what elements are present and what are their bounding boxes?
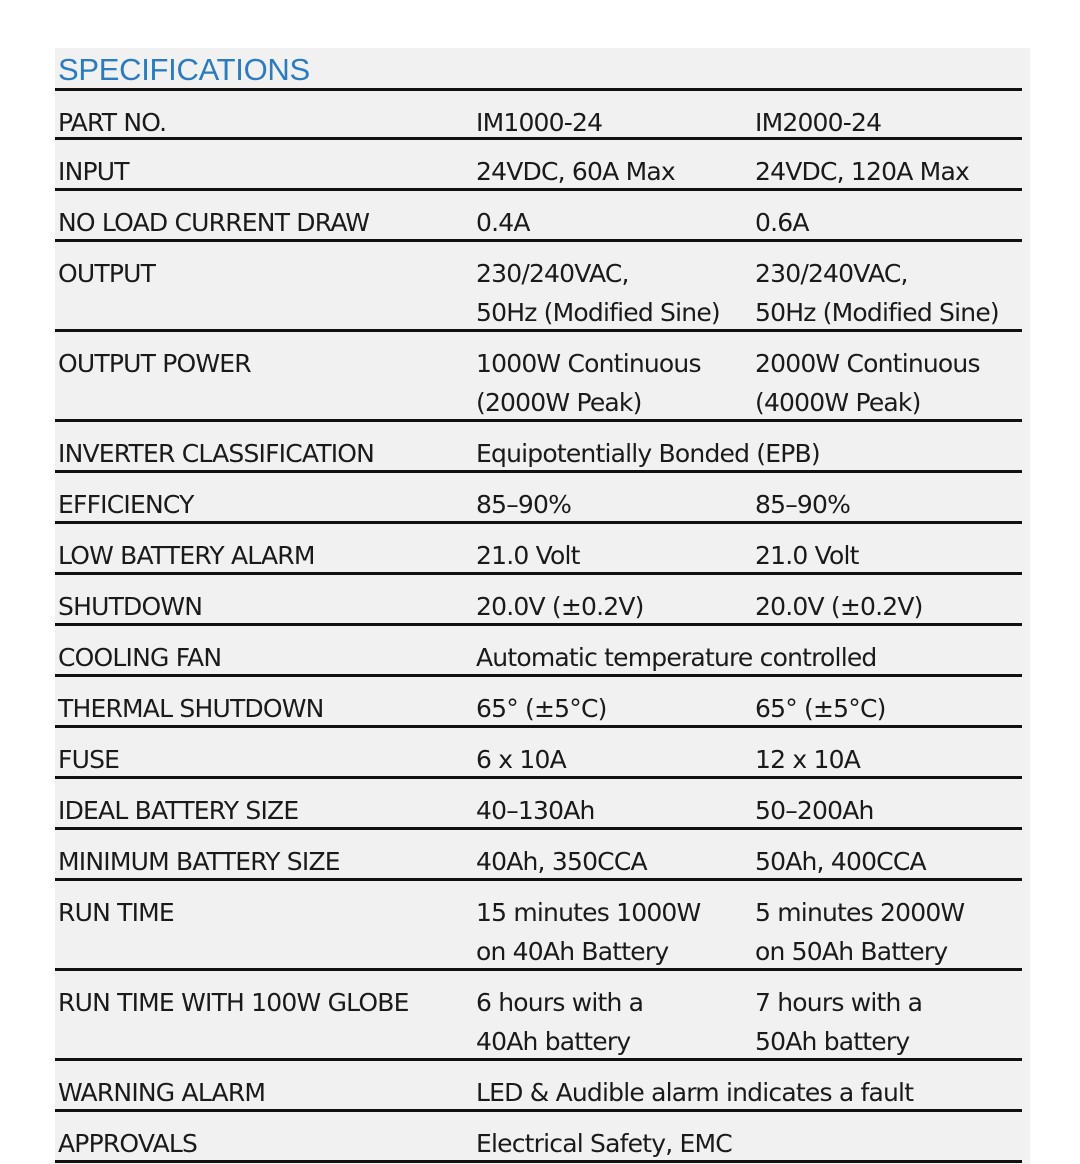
spec-value-im2000-line: 7 hours with a xyxy=(755,988,923,1017)
spec-label: COOLING FAN xyxy=(58,643,222,672)
spec-value-im1000 xyxy=(476,881,755,968)
spec-label: APPROVALS xyxy=(58,1129,198,1158)
spec-value-im2000 xyxy=(755,242,1022,329)
spec-value-im2000-line: 85–90% xyxy=(755,490,851,519)
spec-value-both-models: Automatic temperature controlled xyxy=(476,643,877,672)
spec-label: SHUTDOWN xyxy=(58,592,203,621)
spec-value-im1000-line: IM1000-24 xyxy=(476,108,603,137)
spec-row-approvals xyxy=(55,1112,1022,1163)
spec-value-im1000 xyxy=(476,140,755,188)
spec-value-im2000 xyxy=(755,779,1022,827)
spec-value-im1000 xyxy=(476,242,755,329)
spec-row-cooling-fan xyxy=(55,626,1022,677)
spec-value-im2000 xyxy=(755,140,1022,188)
spec-label: RUN TIME WITH 100W GLOBE xyxy=(58,988,409,1017)
spec-value-im1000 xyxy=(476,191,755,239)
spec-value-im2000-line: 50Hz (Modified Sine) xyxy=(755,298,999,327)
spec-value-im2000-line: IM2000-24 xyxy=(755,108,882,137)
spec-value-im1000 xyxy=(476,91,755,137)
spec-row-output-power xyxy=(55,332,1022,422)
spec-label: WARNING ALARM xyxy=(58,1078,266,1107)
spec-value-both-models: Equipotentially Bonded (EPB) xyxy=(476,439,820,468)
spec-value-im1000-line: 40Ah battery xyxy=(476,1027,631,1056)
spec-row-thermal-shutdown xyxy=(55,677,1022,728)
spec-row-ideal-battery-size xyxy=(55,779,1022,830)
spec-row-output xyxy=(55,242,1022,332)
spec-value-im1000-line: 40Ah, 350CCA xyxy=(476,847,647,876)
spec-value-both-models: Electrical Safety, EMC xyxy=(476,1129,732,1158)
spec-value-im1000-line: 230/240VAC, xyxy=(476,259,629,288)
spec-value-im1000-line: 15 minutes 1000W xyxy=(476,898,701,927)
spec-table xyxy=(55,88,1022,1163)
spec-value-im2000-line: 230/240VAC, xyxy=(755,259,908,288)
spec-value-im2000 xyxy=(755,191,1022,239)
spec-value-im2000-line: 65° (±5°C) xyxy=(755,694,886,723)
spec-label: PART NO. xyxy=(58,108,167,137)
spec-value-im2000-line: 50–200Ah xyxy=(755,796,874,825)
spec-value-im1000-line: 21.0 Volt xyxy=(476,541,580,570)
spec-row-inverter-classification xyxy=(55,422,1022,473)
spec-value-im2000-line: 12 x 10A xyxy=(755,745,861,774)
spec-value-im1000-line: 24VDC, 60A Max xyxy=(476,157,675,186)
spec-value-im1000 xyxy=(476,830,755,878)
page-title: SPECIFICATIONS xyxy=(58,52,310,87)
spec-value-im2000 xyxy=(755,473,1022,521)
spec-value-im2000 xyxy=(755,575,1022,623)
spec-value-im2000 xyxy=(755,677,1022,725)
spec-value-im2000 xyxy=(755,971,1022,1058)
spec-value-im2000 xyxy=(755,332,1022,419)
spec-label: LOW BATTERY ALARM xyxy=(58,541,315,570)
spec-value-im1000-line: 1000W Continuous xyxy=(476,349,701,378)
spec-value-im1000 xyxy=(476,971,755,1058)
spec-row-run-time-with-100w-globe xyxy=(55,971,1022,1061)
spec-value-im1000-line: 40–130Ah xyxy=(476,796,595,825)
spec-value-im2000 xyxy=(755,830,1022,878)
spec-value-im2000-line: on 50Ah Battery xyxy=(755,937,948,966)
spec-value-im1000-line: 0.4A xyxy=(476,208,530,237)
spec-value-im1000 xyxy=(476,575,755,623)
spec-row-run-time xyxy=(55,881,1022,971)
spec-value-both-models: LED & Audible alarm indicates a fault xyxy=(476,1078,914,1107)
spec-label: MINIMUM BATTERY SIZE xyxy=(58,847,340,876)
spec-value-im2000 xyxy=(755,91,1022,137)
spec-value-im1000-line: 65° (±5°C) xyxy=(476,694,607,723)
spec-row-warning-alarm xyxy=(55,1061,1022,1112)
spec-value-im1000-line: (2000W Peak) xyxy=(476,388,642,417)
spec-value-im2000-line: 20.0V (±0.2V) xyxy=(755,592,923,621)
spec-value-im2000-line: 5 minutes 2000W xyxy=(755,898,965,927)
spec-label: INPUT xyxy=(58,157,129,186)
spec-value-im2000-line: (4000W Peak) xyxy=(755,388,921,417)
spec-row-shutdown xyxy=(55,575,1022,626)
spec-value-im1000 xyxy=(476,677,755,725)
spec-value-im1000-line: 20.0V (±0.2V) xyxy=(476,592,644,621)
spec-label: FUSE xyxy=(58,745,120,774)
spec-row-low-battery-alarm xyxy=(55,524,1022,575)
spec-label: OUTPUT POWER xyxy=(58,349,251,378)
spec-value-im2000 xyxy=(755,524,1022,572)
spec-label: INVERTER CLASSIFICATION xyxy=(58,439,375,468)
spec-value-im2000-line: 50Ah battery xyxy=(755,1027,910,1056)
spec-value-im1000 xyxy=(476,524,755,572)
spec-value-im1000-line: 6 hours with a xyxy=(476,988,644,1017)
spec-value-im1000-line: 6 x 10A xyxy=(476,745,566,774)
spec-value-im2000 xyxy=(755,728,1022,776)
spec-value-im1000 xyxy=(476,473,755,521)
spec-row-no-load-current-draw xyxy=(55,191,1022,242)
spec-row-fuse xyxy=(55,728,1022,779)
spec-label: RUN TIME xyxy=(58,898,174,927)
spec-label: EFFICIENCY xyxy=(58,490,194,519)
spec-row-minimum-battery-size xyxy=(55,830,1022,881)
spec-value-im2000 xyxy=(755,881,1022,968)
spec-value-im2000-line: 21.0 Volt xyxy=(755,541,859,570)
spec-value-im1000 xyxy=(476,779,755,827)
spec-row-part-no xyxy=(55,91,1022,140)
spec-value-im2000-line: 0.6A xyxy=(755,208,809,237)
spec-row-input xyxy=(55,140,1022,191)
spec-label: THERMAL SHUTDOWN xyxy=(58,694,324,723)
spec-row-efficiency xyxy=(55,473,1022,524)
spec-value-im2000-line: 24VDC, 120A Max xyxy=(755,157,969,186)
spec-value-im1000 xyxy=(476,332,755,419)
spec-label: NO LOAD CURRENT DRAW xyxy=(58,208,370,237)
spec-value-im1000-line: on 40Ah Battery xyxy=(476,937,669,966)
spec-label: OUTPUT xyxy=(58,259,156,288)
spec-value-im1000-line: 50Hz (Modified Sine) xyxy=(476,298,720,327)
spec-value-im1000 xyxy=(476,728,755,776)
spec-value-im2000-line: 2000W Continuous xyxy=(755,349,980,378)
spec-value-im1000-line: 85–90% xyxy=(476,490,572,519)
spec-label: IDEAL BATTERY SIZE xyxy=(58,796,299,825)
spec-value-im2000-line: 50Ah, 400CCA xyxy=(755,847,926,876)
